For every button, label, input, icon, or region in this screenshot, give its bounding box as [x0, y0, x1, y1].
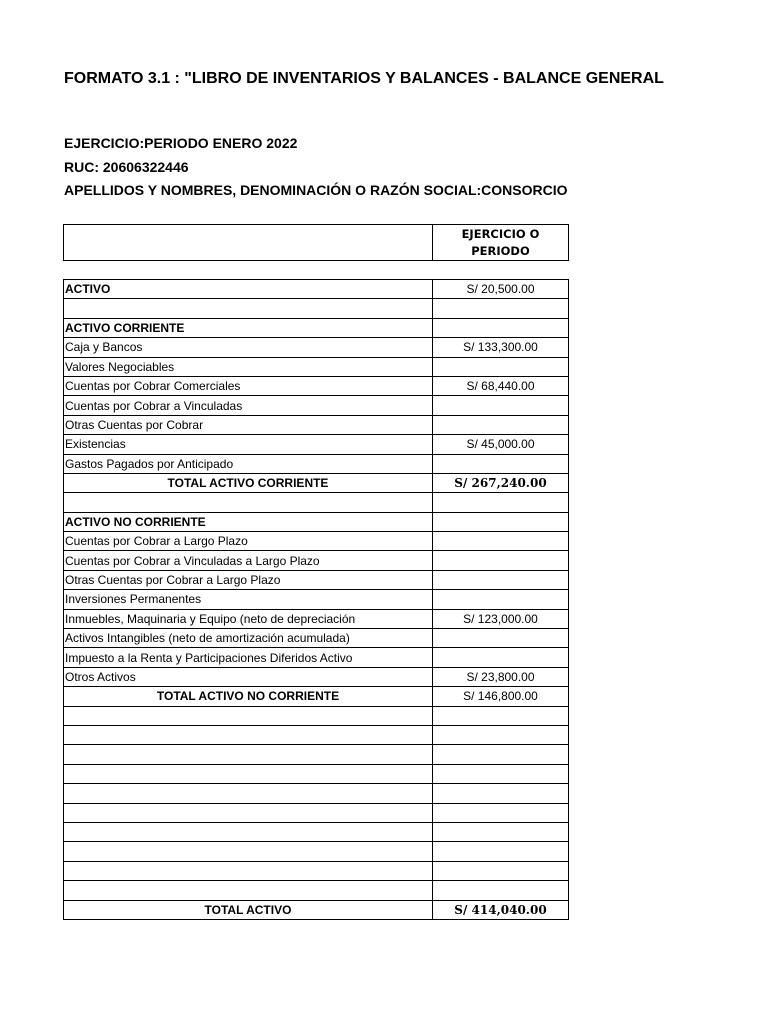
row-label: Otros Activos — [64, 667, 433, 686]
row-label: ACTIVO — [64, 280, 433, 299]
blank-row — [64, 745, 569, 764]
row-label — [64, 764, 433, 783]
row-label — [64, 745, 433, 764]
row-label — [64, 803, 433, 822]
blank-row — [64, 706, 569, 725]
row-value: S/ 267,240.00 — [433, 473, 569, 492]
table-row — [64, 648, 569, 667]
row-value — [433, 512, 569, 531]
row-value — [433, 822, 569, 841]
row-value — [433, 648, 569, 667]
row-label: Inversiones Permanentes — [64, 590, 433, 609]
row-label — [64, 822, 433, 841]
table-row — [64, 435, 569, 454]
blank-row — [64, 822, 569, 841]
row-label — [64, 842, 433, 861]
row-label: TOTAL ACTIVO CORRIENTE — [64, 473, 433, 492]
row-label: ACTIVO CORRIENTE — [64, 318, 433, 337]
row-value — [433, 881, 569, 900]
header-period-cell: EJERCICIO O PERIODO — [433, 225, 569, 261]
row-value — [433, 745, 569, 764]
row-label — [64, 725, 433, 744]
header-row — [64, 225, 569, 261]
total-row — [64, 687, 569, 706]
table-row — [64, 667, 569, 686]
ruc-line: RUC: 20606322446 — [64, 159, 189, 175]
row-label: Existencias — [64, 435, 433, 454]
row-value — [433, 357, 569, 376]
table-row — [64, 551, 569, 570]
total-row — [64, 473, 569, 492]
table-row — [64, 396, 569, 415]
row-value — [433, 842, 569, 861]
row-value: S/ 23,800.00 — [433, 667, 569, 686]
row-value — [433, 629, 569, 648]
row-value — [433, 299, 569, 318]
row-value — [433, 454, 569, 473]
row-label: Activos Intangibles (neto de amortización acumulada) — [64, 629, 433, 648]
header-label-cell — [64, 225, 433, 261]
row-label: TOTAL ACTIVO — [64, 900, 433, 919]
blank-row — [64, 299, 569, 318]
total-row — [64, 900, 569, 919]
table-row — [64, 415, 569, 434]
blank-row — [64, 881, 569, 900]
row-label — [64, 861, 433, 880]
row-label: Cuentas por Cobrar a Vinculadas — [64, 396, 433, 415]
row-label: Gastos Pagados por Anticipado — [64, 454, 433, 473]
row-label: Impuesto a la Renta y Participaciones Diferidos Activo — [64, 648, 433, 667]
table-row — [64, 376, 569, 395]
table-row — [64, 338, 569, 357]
table-row — [64, 512, 569, 531]
table-row — [64, 357, 569, 376]
row-label: Cuentas por Cobrar Comerciales — [64, 376, 433, 395]
row-label: Cuentas por Cobrar a Largo Plazo — [64, 532, 433, 551]
balance-table — [63, 279, 569, 920]
row-label — [64, 299, 433, 318]
row-value: S/ 20,500.00 — [433, 280, 569, 299]
row-value — [433, 803, 569, 822]
row-label: Valores Negociables — [64, 357, 433, 376]
row-value: S/ 123,000.00 — [433, 609, 569, 628]
row-value — [433, 764, 569, 783]
row-label: Otras Cuentas por Cobrar — [64, 415, 433, 434]
blank-row — [64, 861, 569, 880]
row-label — [64, 784, 433, 803]
document-title: FORMATO 3.1 : "LIBRO DE INVENTARIOS Y BALANCES - BALANCE GENERAL — [64, 70, 664, 87]
row-label — [64, 706, 433, 725]
row-value — [433, 784, 569, 803]
row-value — [433, 493, 569, 512]
table-row — [64, 590, 569, 609]
row-value — [433, 590, 569, 609]
row-value — [433, 725, 569, 744]
blank-row — [64, 842, 569, 861]
row-value — [433, 318, 569, 337]
blank-row — [64, 493, 569, 512]
row-value: S/ 45,000.00 — [433, 435, 569, 454]
blank-row — [64, 764, 569, 783]
header-table — [63, 224, 569, 261]
table-row — [64, 280, 569, 299]
row-value: S/ 133,300.00 — [433, 338, 569, 357]
row-label — [64, 493, 433, 512]
row-value — [433, 532, 569, 551]
row-value — [433, 861, 569, 880]
row-value — [433, 396, 569, 415]
table-row — [64, 318, 569, 337]
row-label: Cuentas por Cobrar a Vinculadas a Largo Plazo — [64, 551, 433, 570]
table-row — [64, 609, 569, 628]
row-value — [433, 570, 569, 589]
row-value: S/ 414,040.00 — [433, 900, 569, 919]
row-value — [433, 551, 569, 570]
row-value — [433, 706, 569, 725]
row-label: TOTAL ACTIVO NO CORRIENTE — [64, 687, 433, 706]
row-value: S/ 146,800.00 — [433, 687, 569, 706]
row-value: S/ 68,440.00 — [433, 376, 569, 395]
row-value — [433, 415, 569, 434]
table-row — [64, 532, 569, 551]
row-label: Inmuebles, Maquinaria y Equipo (neto de depreciación — [64, 609, 433, 628]
row-label: Otras Cuentas por Cobrar a Largo Plazo — [64, 570, 433, 589]
ejercicio-line: EJERCICIO:PERIODO ENERO 2022 — [64, 135, 298, 151]
table-row — [64, 629, 569, 648]
blank-row — [64, 725, 569, 744]
table-row — [64, 454, 569, 473]
blank-row — [64, 784, 569, 803]
row-label — [64, 881, 433, 900]
razon-social-line: APELLIDOS Y NOMBRES, DENOMINACIÓN O RAZÓN SOCIAL:CONSORCIO — [64, 182, 568, 198]
table-row — [64, 570, 569, 589]
row-label: Caja y Bancos — [64, 338, 433, 357]
row-label: ACTIVO NO CORRIENTE — [64, 512, 433, 531]
blank-row — [64, 803, 569, 822]
